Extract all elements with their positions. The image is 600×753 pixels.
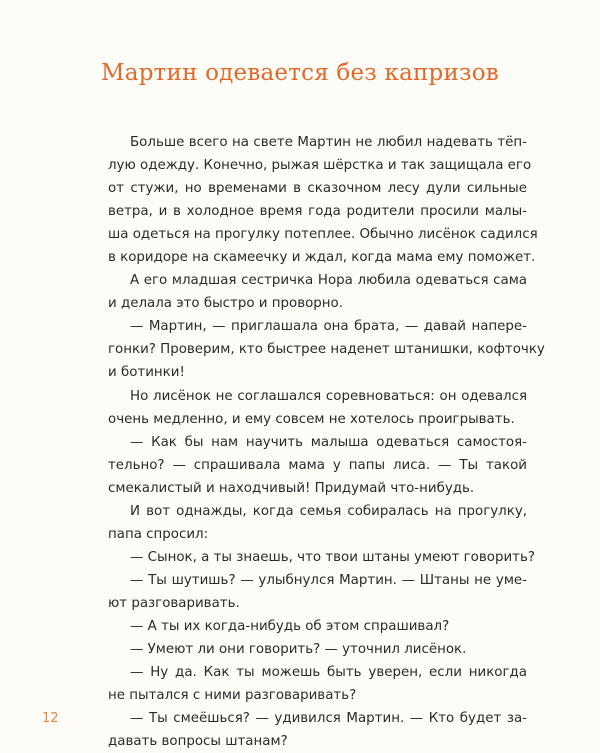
page-number: 12 — [42, 711, 59, 726]
text-line: лую одежду. Конечно, рыжая шёрстка и так защищала его — [108, 158, 532, 174]
text-line: тельно? — спрашивала мама у папы лиса. — Ты такой — [108, 457, 527, 473]
text-line: в коридоре на скамеечку и ждал, когда мама ему поможет. — [108, 250, 536, 266]
text-line: — Мартин, — приглашала она брата, — давай напере- — [130, 319, 527, 335]
text-line: ют разговаривать. — [108, 595, 240, 611]
text-line: Больше всего на свете Мартин не любил надевать тёп- — [130, 135, 527, 150]
text-line: очень медленно, и ему совсем не хотелось проигрывать. — [108, 411, 515, 427]
text-line: и ботинки! — [108, 365, 185, 381]
text-line: не пытался с ними разговаривать? — [108, 688, 357, 704]
text-line: — Как бы нам научить малыша одеваться самостоя- — [130, 434, 527, 450]
story-text — [108, 131, 545, 753]
text-line: — Сынок, а ты знаешь, что твои штаны умеют говорить? — [130, 549, 535, 565]
text-line: — Умеют ли они говорить? — уточнил лисёнок. — [130, 642, 467, 658]
text-line: И вот однажды, когда семья собиралась на прогулку, — [130, 503, 527, 519]
text-line: — Ты смеёшься? — удивился Мартин. — Кто будет за- — [130, 711, 527, 727]
text-line: — Ты шутишь? — улыбнулся Мартин. — Штаны не уме- — [130, 572, 527, 588]
text-line: А его младшая сестричка Нора любила одеваться сама — [130, 273, 527, 289]
text-line: папа спросил: — [108, 526, 209, 542]
text-line: ша одеться на прогулку потеплее. Обычно лисёнок садился — [108, 227, 538, 243]
text-line: от стужи, но временами в сказочном лесу дули сильные — [108, 181, 527, 197]
text-line: смекалистый и находчивый! Придумай что-нибудь. — [108, 480, 475, 496]
text-line: давать вопросы штанам? — [108, 734, 288, 750]
text-line: ветра, и в холодное время года родители просили малы- — [108, 204, 527, 220]
text-line: — А ты их когда-нибудь об этом спрашивал? — [130, 618, 450, 634]
text-line: и делала это быстро и проворно. — [108, 296, 343, 312]
text-line: гонки? Проверим, кто быстрее наденет штанишки, кофточку — [108, 342, 545, 358]
text-line: — Ну да. Как ты можешь быть уверен, если никогда — [130, 665, 527, 681]
chapter-title: Мартин одевается без капризов — [101, 60, 499, 86]
text-line: Но лисёнок не соглашался соревноваться: он одевался — [130, 388, 527, 404]
